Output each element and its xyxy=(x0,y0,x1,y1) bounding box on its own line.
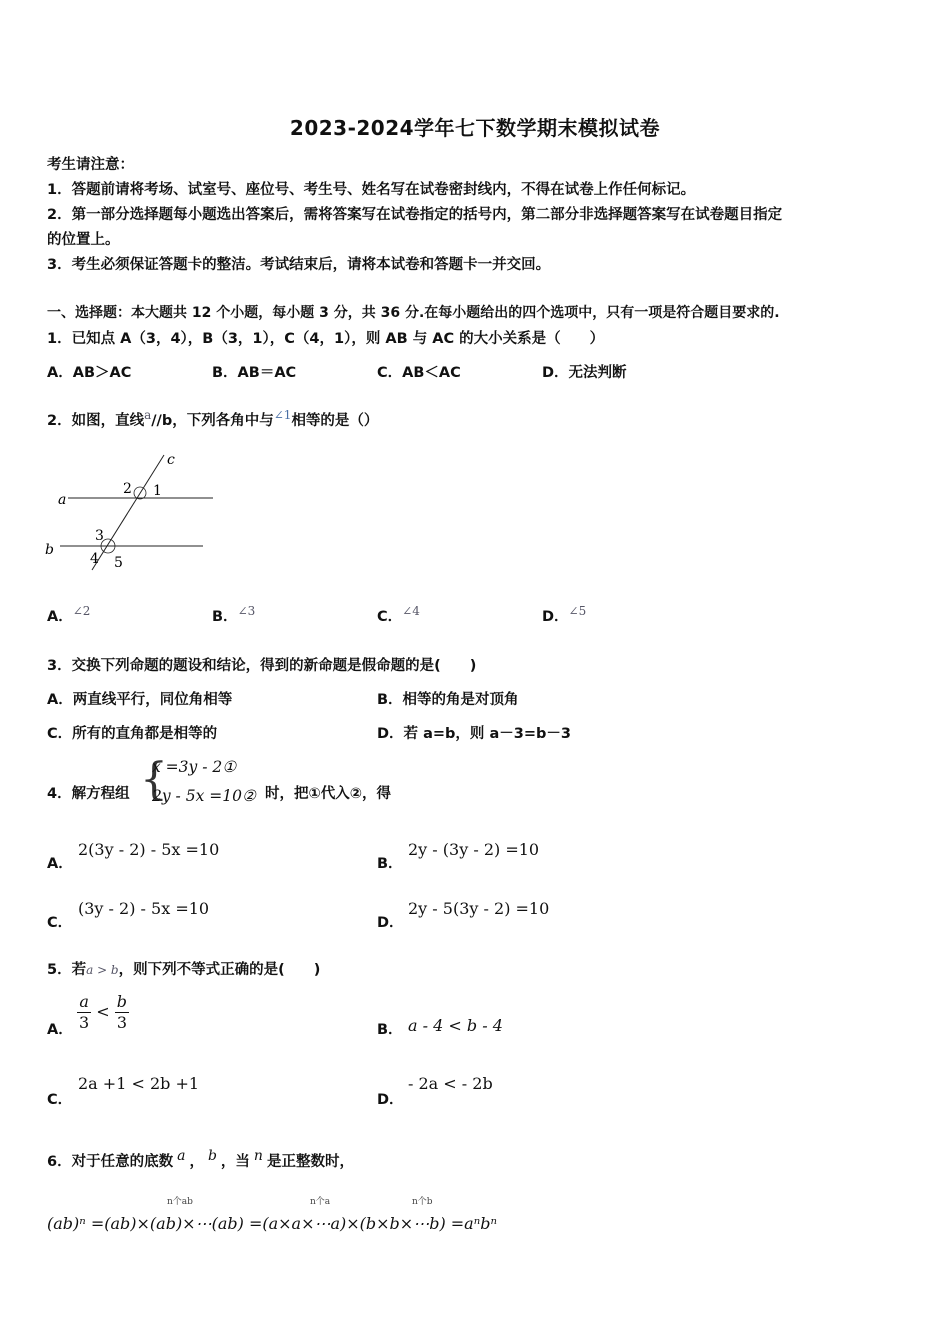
notice-item: 的位置上。 xyxy=(47,232,120,248)
q2-option-a[interactable] xyxy=(47,604,90,626)
q5-option-a[interactable] xyxy=(47,1018,73,1039)
q4-option-d[interactable] xyxy=(377,911,404,932)
q2-stem-part: //b，下列各角中与 xyxy=(151,412,274,429)
option-letter: D． xyxy=(377,915,404,931)
option-letter: A． xyxy=(47,608,73,625)
notice-item: 2．第一部分选择题每小题选出答案后，需将答案写在试卷指定的括号内，第二部分非选择题答案写在试卷题目指定 xyxy=(47,207,783,223)
q2-option-b[interactable] xyxy=(212,604,255,626)
option-letter: C． xyxy=(377,608,403,625)
page-title: 2023-2024学年七下数学期末模拟试卷 xyxy=(289,116,661,140)
q2-stem-part: 2．如图，直线 xyxy=(47,412,145,429)
q2-symbol-a: a xyxy=(144,408,152,422)
q2-option-c[interactable] xyxy=(377,604,420,626)
q5-option-b-expression: a - 4 < b - 4 xyxy=(408,1016,503,1035)
q2-option-d[interactable] xyxy=(542,604,586,626)
option-letter: B． xyxy=(212,608,238,625)
option-letter: D． xyxy=(542,608,569,625)
q2-stem-part: 相等的是（） xyxy=(291,412,379,429)
notice-item: 1．答题前请将考场、试室号、座位号、考生号、姓名写在试卷密封线内，不得在试卷上作任何标记。 xyxy=(47,182,696,198)
option-value: ∠3 xyxy=(237,604,256,618)
q3-option-b[interactable]: B．相等的角是对顶角 xyxy=(377,692,519,708)
notice-heading: 考生请注意： xyxy=(47,157,134,173)
angle-label-2: 2 xyxy=(123,481,132,497)
notice-item: 3．考生必须保证答题卡的整洁。考试结束后，请将本试卷和答题卡一并交回。 xyxy=(47,257,551,273)
operator: < xyxy=(96,1002,110,1021)
q6-overbrace-label: n个ab xyxy=(167,1197,193,1207)
option-letter: C． xyxy=(47,1092,73,1108)
q4-stem-start: 4．解方程组 xyxy=(47,786,130,802)
q5-option-c[interactable] xyxy=(47,1088,72,1109)
section-heading: 一、选择题：本大题共 12 个小题，每小题 3 分，共 36 分.在每小题给出的四个选项中，只有一项是符合题目要求的. xyxy=(47,305,780,321)
option-letter: B． xyxy=(377,856,403,872)
q5-option-c-expression: 2a +1 < 2b +1 xyxy=(78,1074,200,1093)
q6-stem-part: ，当 xyxy=(220,1153,250,1170)
q6-overbrace-label: n个a xyxy=(310,1197,331,1207)
brace-icon: { xyxy=(140,754,168,805)
q3-option-a[interactable]: A．两直线平行，同位角相等 xyxy=(47,692,233,708)
numerator: b xyxy=(116,992,128,1011)
q6-formula: (ab)ⁿ =(ab)×(ab)×⋯(ab) =(a×a×⋯a)×(b×b×⋯b) =aⁿbⁿ xyxy=(47,1214,497,1233)
option-letter: A． xyxy=(47,856,73,872)
q6-stem-part: 是正整数时， xyxy=(266,1153,354,1170)
option-value: ∠4 xyxy=(402,604,420,618)
q6-separator: ， xyxy=(189,1153,204,1170)
numerator: a xyxy=(77,992,91,1013)
option-letter: B． xyxy=(377,1022,403,1038)
q5-stem-part: 5．若 xyxy=(47,962,87,978)
q4-option-c-expression: (3y - 2) - 5x =10 xyxy=(78,899,210,918)
q4-option-a[interactable] xyxy=(47,852,73,873)
q5-option-a-expression xyxy=(77,992,129,1033)
fraction xyxy=(77,992,91,1033)
q4-option-b-expression: 2y - (3y - 2) =10 xyxy=(408,840,540,859)
label-b: b xyxy=(45,542,54,558)
q4-option-c[interactable] xyxy=(47,911,72,932)
q6-overbrace-label: n个b xyxy=(412,1197,433,1207)
q4-option-a-expression: 2(3y - 2) - 5x =10 xyxy=(78,840,220,859)
q5-option-d[interactable] xyxy=(377,1088,404,1109)
line-c xyxy=(92,455,164,570)
q1-option-c[interactable]: C．AB＜AC xyxy=(377,365,461,381)
label-a: a xyxy=(58,492,67,508)
q4-equation-1: x =3y - 2① xyxy=(152,758,237,776)
q6-stem xyxy=(47,1148,354,1171)
q4-equation-2: 2y - 5x =10② xyxy=(152,787,256,805)
option-letter: C． xyxy=(47,915,73,931)
q5-stem xyxy=(47,958,320,979)
q1-option-d[interactable]: D．无法判断 xyxy=(542,365,627,381)
q4-stem-end: 时，把①代入②，得 xyxy=(265,786,392,802)
q1-stem: 1．已知点 A（3，4），B（3，1），C（4，1），则 AB 与 AC 的大小关系是（ ） xyxy=(47,331,605,347)
q2-parallel-lines-figure xyxy=(40,445,230,580)
q3-option-d[interactable]: D．若 a=b，则 a－3=b－3 xyxy=(377,726,571,742)
fraction xyxy=(115,992,129,1033)
q5-option-d-expression: - 2a < - 2b xyxy=(408,1074,493,1093)
angle-label-4: 4 xyxy=(90,551,99,567)
q2-stem xyxy=(47,408,378,430)
angle-label-5: 5 xyxy=(114,555,123,571)
label-c: c xyxy=(167,452,175,468)
q1-option-a[interactable]: A．AB＞AC xyxy=(47,365,132,381)
q3-option-c[interactable]: C．所有的直角都是相等的 xyxy=(47,726,218,742)
option-value: ∠2 xyxy=(72,604,91,618)
q2-angle-symbol: ∠1 xyxy=(273,408,292,422)
q6-symbol-b: b xyxy=(207,1148,217,1164)
option-letter: D． xyxy=(377,1092,404,1108)
q3-stem: 3．交换下列命题的题设和结论，得到的新命题是假命题的是( ) xyxy=(47,658,477,674)
denominator: 3 xyxy=(116,1013,127,1032)
q4-option-d-expression: 2y - 5(3y - 2) =10 xyxy=(408,899,550,918)
q6-symbol-n: n xyxy=(253,1148,263,1164)
angle-label-3: 3 xyxy=(95,528,104,544)
q1-option-b[interactable]: B．AB＝AC xyxy=(212,365,297,381)
denominator: 3 xyxy=(79,1013,90,1032)
option-value: ∠5 xyxy=(568,604,587,618)
q4-option-b[interactable] xyxy=(377,852,403,873)
q5-condition: a > b xyxy=(86,963,119,977)
q6-symbol-a: a xyxy=(177,1148,186,1164)
q5-option-b[interactable] xyxy=(377,1018,403,1039)
angle-label-1: 1 xyxy=(153,483,162,499)
q6-stem-part: 6．对于任意的底数 xyxy=(47,1153,174,1170)
option-letter: A． xyxy=(47,1022,73,1038)
q5-stem-part: ，则下列不等式正确的是( ) xyxy=(118,962,321,978)
